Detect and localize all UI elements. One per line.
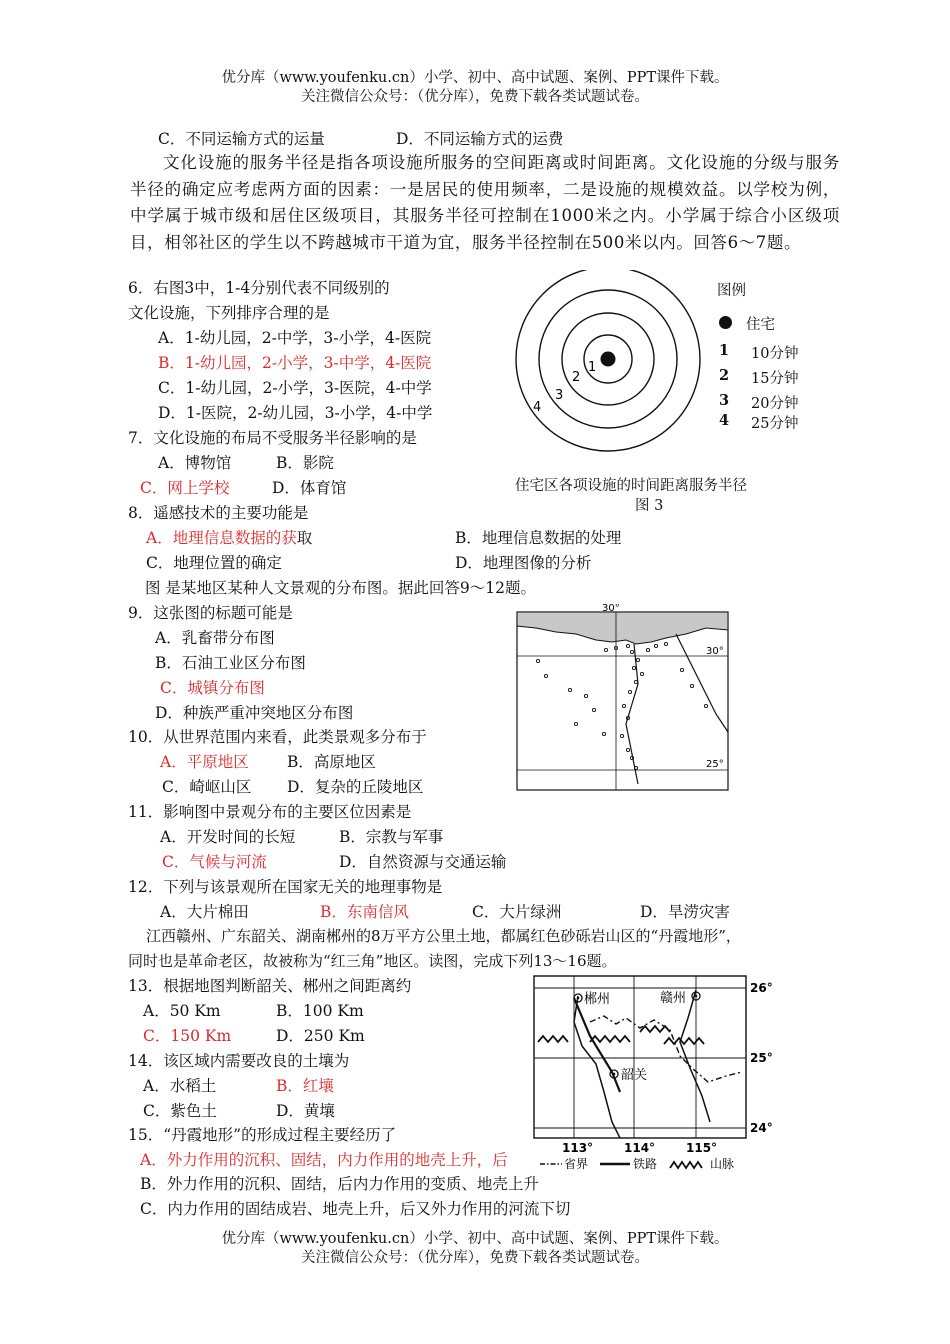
q12-stem: 12．下列与该景观所在国家无关的地理事物是 bbox=[128, 878, 443, 896]
q6-option-c: C．1-幼儿园，2-小学，3-医院，4-中学 bbox=[158, 379, 432, 397]
q14-stem: 14．该区域内需要改良的土壤为 bbox=[128, 1052, 350, 1070]
q11-option-b: B．宗教与军事 bbox=[339, 828, 444, 846]
legend-label-3: 20分钟 bbox=[751, 396, 799, 412]
city-label-shaoguan: 韶关 bbox=[621, 1068, 648, 1083]
q10-option-c: C．崎岖山区 bbox=[162, 778, 252, 796]
legend-mountain-symbol bbox=[670, 1162, 702, 1168]
q9-option-a: A．乳畜带分布图 bbox=[155, 629, 275, 647]
passage-cultural-facilities: 文化设施的服务半径是指各项设施所服务的空间距离或时间距离。文化设施的分级与服务半径的确定应考虑两方面的因素：一是居民的使用频率，二是设施的规模效益。以学校为例，中学属于城市级和居住区级项目，其服务半径可控制在1000米之内。小学属于综合小区级项目，相邻社区的学生以不跨越城市干道为宜，服务半径控制在500米以内。回答6～7题。 bbox=[130, 153, 840, 252]
legend-railway-label: 铁路 bbox=[633, 1157, 658, 1171]
lon-label-115: 115° bbox=[686, 1141, 718, 1155]
q10-option-a: A．平原地区 bbox=[160, 753, 249, 771]
home-dot bbox=[601, 352, 616, 367]
danxia-region-map bbox=[530, 972, 780, 1177]
q15-option-b: B．外力作用的沉积、固结，后内力作用的变质、地壳上升 bbox=[140, 1175, 539, 1193]
footer-line-2: 关注微信公众号：（优分库），免费下载各类试题试卷。 bbox=[301, 1250, 649, 1266]
q12-option-a: A．大片棉田 bbox=[160, 903, 249, 921]
q7-option-d: D．体育馆 bbox=[272, 479, 347, 497]
q10-option-b: B．高原地区 bbox=[287, 753, 376, 771]
q10-stem: 10．从世界范围内来看，此类景观多分布于 bbox=[128, 728, 427, 746]
map-frame bbox=[534, 976, 746, 1138]
q12-option-c: C．大片绿洲 bbox=[472, 903, 562, 921]
q8-option-c: C．地理位置的确定 bbox=[146, 554, 282, 572]
q5-option-c: C．不同运输方式的运量 bbox=[158, 130, 325, 148]
city-label-chenzhou: 郴州 bbox=[584, 992, 611, 1007]
passage-danxia-line1: 江西赣州、广东韶关、湖南郴州的8万平方公里土地，都属红色砂砾岩山区的“丹霞地形”， bbox=[146, 927, 741, 945]
lat-label-24: 24° bbox=[750, 1121, 773, 1135]
q8-option-a-tail: 取 bbox=[296, 529, 313, 547]
q11-option-a: A．开发时间的长短 bbox=[160, 828, 296, 846]
legend-border-label: 省界 bbox=[564, 1157, 589, 1171]
q15-option-c: C．内力作用的固结成岩、地壳上升，后又外力作用的河流下切 bbox=[140, 1200, 571, 1218]
q6-stem-line2: 文化设施，下列排序合理的是 bbox=[128, 304, 330, 322]
figure3-service-radius-diagram bbox=[508, 270, 708, 460]
q8-option-d: D．地理图像的分析 bbox=[455, 554, 592, 572]
q7-option-b: B．影院 bbox=[276, 454, 334, 472]
q8-option-a bbox=[146, 526, 312, 548]
lat-label-top: 30° bbox=[602, 604, 620, 614]
q13-option-d: D．250 Km bbox=[276, 1027, 365, 1045]
q12-option-d: D．旱涝灾害 bbox=[640, 903, 730, 921]
legend-label-2: 15分钟 bbox=[751, 371, 799, 387]
lon-label-113: 113° bbox=[562, 1141, 594, 1155]
legend-home-dot bbox=[719, 316, 732, 329]
lon-label-114: 114° bbox=[624, 1141, 656, 1155]
q15-option-a: A．外力作用的沉积、固结，内力作用的地壳上升，后 bbox=[140, 1151, 508, 1169]
legend-label-4: 25分钟 bbox=[751, 416, 799, 432]
q13-option-c: C．150 Km bbox=[143, 1027, 232, 1045]
q6-stem-line1: 6．右图3中，1-4分别代表不同级别的 bbox=[128, 279, 390, 297]
q9-option-d: D．种族严重冲突地区分布图 bbox=[155, 704, 354, 722]
q13-stem: 13．根据地图判断韶关、郴州之间距离约 bbox=[128, 977, 412, 995]
legend-num-4: 4 bbox=[719, 412, 730, 429]
q7-option-a: A．博物馆 bbox=[158, 454, 232, 472]
intro-q9-12: 图 是某地区某种人文景观的分布图。据此回答9～12题。 bbox=[145, 579, 537, 597]
q9-option-b: B．石油工业区分布图 bbox=[155, 654, 306, 672]
q6-option-a: A．1-幼儿园，2-中学，3-小学，4-医院 bbox=[158, 329, 432, 347]
header-line-2: 关注微信公众号：（优分库），免费下载各类试题试卷。 bbox=[301, 89, 649, 105]
ring-label-2: 2 bbox=[572, 370, 581, 385]
q8-stem: 8．遥感技术的主要功能是 bbox=[128, 504, 309, 522]
q11-option-c: C．气候与河流 bbox=[162, 853, 267, 871]
ring-label-1: 1 bbox=[588, 360, 597, 375]
legend-num-1: 1 bbox=[719, 342, 730, 359]
q11-stem: 11．影响图中景观分布的主要区位因素是 bbox=[128, 803, 412, 821]
q9-option-c: C．城镇分布图 bbox=[160, 679, 265, 697]
q7-option-c: C．网上学校 bbox=[140, 479, 230, 497]
nile-settlement-map bbox=[516, 604, 730, 792]
legend-title: 图例 bbox=[717, 283, 746, 299]
passage-danxia-line2: 同时也是革命老区，故被称为“红三角”地区。读图，完成下列13～16题。 bbox=[128, 952, 617, 970]
q14-option-c: C．紫色土 bbox=[143, 1102, 217, 1120]
lat-label-25: 25° bbox=[750, 1051, 773, 1065]
q6-option-d: D．1-医院，2-幼儿园，3-小学，4-中学 bbox=[158, 404, 433, 422]
header-line-1: 优分库（www.youfenku.cn）小学、初中、高中试题、案例、PPT课件下载。 bbox=[221, 70, 729, 86]
lat-label-bottom: 25° bbox=[706, 759, 724, 770]
q14-option-d: D．黄壤 bbox=[276, 1102, 335, 1120]
legend-num-2: 2 bbox=[719, 367, 730, 384]
city-label-ganzhou: 赣州 bbox=[660, 991, 687, 1006]
legend-label-1: 10分钟 bbox=[751, 346, 799, 362]
legend-num-3: 3 bbox=[719, 392, 730, 409]
figure3-caption: 住宅区各项设施的时间距离服务半径 bbox=[515, 478, 747, 494]
q8-option-b: B．地理信息数据的处理 bbox=[455, 529, 622, 547]
legend-mountain-label: 山脉 bbox=[710, 1157, 735, 1171]
ring-label-4: 4 bbox=[533, 400, 542, 415]
q15-stem: 15．“丹霞地形”的形成过程主要经历了 bbox=[128, 1126, 397, 1144]
q11-option-d: D．自然资源与交通运输 bbox=[339, 853, 507, 871]
figure3-number: 图 3 bbox=[635, 498, 664, 514]
footer-line-1: 优分库（www.youfenku.cn）小学、初中、高中试题、案例、PPT课件下载。 bbox=[221, 1231, 729, 1247]
q14-option-b: B．红壤 bbox=[276, 1077, 334, 1095]
ring-label-3: 3 bbox=[555, 388, 564, 403]
lat-label-26: 26° bbox=[750, 981, 773, 995]
q13-option-b: B．100 Km bbox=[276, 1002, 364, 1020]
q14-option-a: A．水稻土 bbox=[143, 1077, 217, 1095]
q10-option-d: D．复杂的丘陵地区 bbox=[287, 778, 424, 796]
lat-label-mid: 30° bbox=[706, 646, 724, 657]
q6-option-b: B．1-幼儿园，2-小学，3-中学，4-医院 bbox=[158, 354, 432, 372]
q12-option-b: B．东南信风 bbox=[320, 903, 409, 921]
q7-stem: 7．文化设施的布局不受服务半径影响的是 bbox=[128, 429, 417, 447]
q13-option-a: A．50 Km bbox=[143, 1002, 221, 1020]
q9-stem: 9．这张图的标题可能是 bbox=[128, 604, 293, 622]
q8-option-a-red: A．地理信息数据的获 bbox=[146, 529, 297, 547]
q5-option-d: D．不同运输方式的运费 bbox=[396, 130, 564, 148]
legend-home-label: 住宅 bbox=[746, 317, 775, 333]
